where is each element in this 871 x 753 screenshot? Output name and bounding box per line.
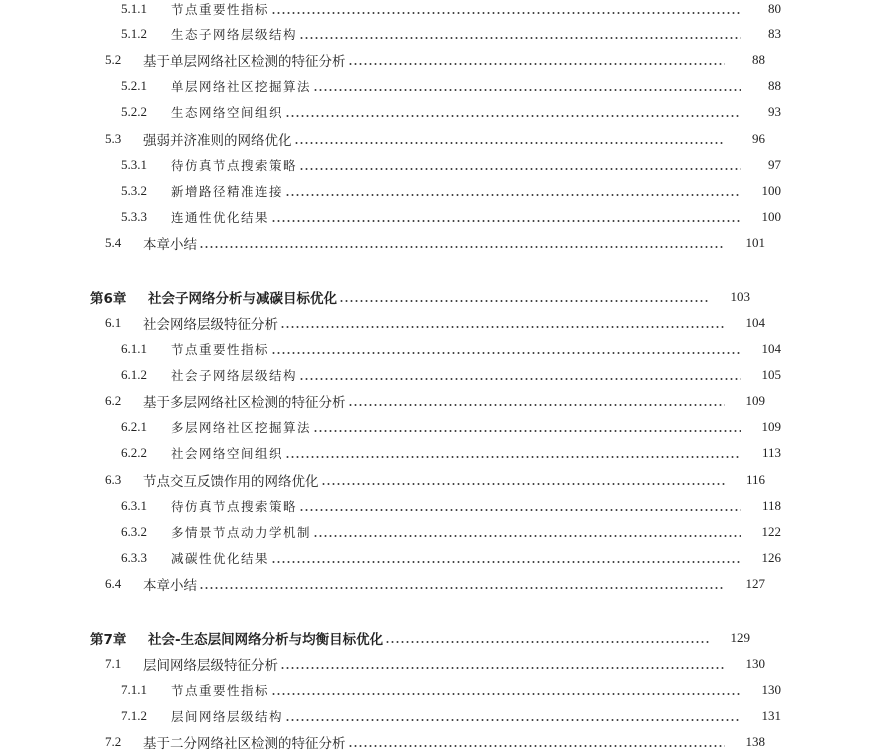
entry-title: 待仿真节点搜索策略 — [171, 158, 298, 173]
dot-leader — [348, 63, 726, 65]
entry-title: 基于多层网络社区检测的特征分析 — [143, 395, 346, 411]
page-number: 100 — [761, 183, 781, 198]
entry-title: 社会网络空间组织 — [171, 446, 284, 461]
toc-section-entry — [0, 128, 855, 150]
page-number: 103 — [730, 289, 750, 304]
page-number: 131 — [761, 708, 781, 723]
entry-title: 连通性优化结果 — [171, 210, 270, 225]
page-number: 122 — [761, 524, 781, 539]
dot-leader — [280, 667, 725, 669]
toc-subsection-entry — [0, 206, 871, 228]
entry-number: 5.1.1 — [121, 1, 147, 16]
entry-number: 6.2 — [105, 393, 122, 408]
toc-subsection-entry — [0, 154, 871, 176]
toc-section-entry — [0, 573, 855, 595]
entry-number: 7.1.2 — [121, 708, 147, 723]
entry-title: 社会子网络分析与减碳目标优化 — [148, 291, 337, 307]
toc-subsection-entry — [0, 679, 871, 701]
entry-number: 6.3 — [105, 472, 122, 487]
page-number: 127 — [745, 576, 765, 591]
toc-subsection-entry — [0, 338, 871, 360]
dot-leader — [285, 194, 741, 196]
toc-subsection-entry — [0, 547, 871, 569]
entry-title: 强弱并济准则的网络优化 — [143, 133, 292, 149]
entry-title: 新增路径精准连接 — [171, 184, 284, 199]
entry-number: 5.2.2 — [121, 104, 147, 119]
entry-number: 6.1 — [105, 315, 122, 330]
entry-number: 6.1.1 — [121, 341, 147, 356]
dot-leader — [299, 168, 741, 170]
entry-number: 7.1.1 — [121, 682, 147, 697]
entry-number: 7.1 — [105, 656, 122, 671]
dot-leader — [299, 378, 741, 380]
dot-leader — [321, 483, 726, 485]
entry-title: 节点交互反馈作用的网络优化 — [143, 474, 319, 490]
entry-number: 5.3.1 — [121, 157, 147, 172]
dot-leader — [385, 641, 710, 643]
dot-leader — [285, 115, 741, 117]
dot-leader — [348, 404, 726, 406]
toc-subsection-entry — [0, 495, 871, 517]
dot-leader — [271, 352, 741, 354]
entry-title: 本章小结 — [143, 578, 197, 594]
entry-title: 社会-生态层间网络分析与均衡目标优化 — [148, 632, 384, 648]
page-number: 113 — [761, 445, 781, 460]
page-number: 97 — [768, 157, 781, 172]
toc-subsection-entry — [0, 705, 871, 727]
entry-number: 6.4 — [105, 576, 122, 591]
dot-leader — [285, 719, 741, 721]
toc-chapter-entry — [0, 627, 840, 649]
page-number: 109 — [745, 393, 765, 408]
page-number: 116 — [745, 472, 765, 487]
toc-subsection-entry — [0, 23, 871, 45]
dot-leader — [280, 326, 725, 328]
toc-subsection-entry — [0, 0, 871, 20]
page-number: 130 — [745, 656, 765, 671]
dot-leader — [271, 12, 741, 14]
toc-section-entry — [0, 232, 855, 254]
dot-leader — [271, 693, 741, 695]
page-number: 83 — [768, 26, 781, 41]
dot-leader — [348, 745, 726, 747]
page-number: 96 — [752, 131, 765, 146]
entry-number: 5.3 — [105, 131, 122, 146]
toc-subsection-entry — [0, 364, 871, 386]
entry-title: 社会网络层级特征分析 — [143, 317, 278, 333]
entry-title: 节点重要性指标 — [171, 2, 270, 17]
entry-number: 6.3.2 — [121, 524, 147, 539]
entry-number: 7.2 — [105, 734, 122, 749]
entry-number: 第7章 — [90, 632, 127, 648]
entry-title: 多层网络社区挖掘算法 — [171, 420, 312, 435]
page-number: 109 — [761, 419, 781, 434]
entry-number: 6.1.2 — [121, 367, 147, 382]
entry-number: 6.3.1 — [121, 498, 147, 513]
page-number: 93 — [768, 104, 781, 119]
page-number: 104 — [761, 341, 781, 356]
entry-number: 第6章 — [90, 291, 127, 307]
toc-section-entry — [0, 49, 855, 71]
page-number: 101 — [745, 235, 765, 250]
entry-number: 6.2.2 — [121, 445, 147, 460]
entry-title: 基于二分网络社区检测的特征分析 — [143, 736, 346, 752]
toc-subsection-entry — [0, 416, 871, 438]
toc-subsection-entry — [0, 180, 871, 202]
entry-title: 基于单层网络社区检测的特征分析 — [143, 54, 346, 70]
dot-leader — [199, 587, 725, 589]
entry-number: 5.3.2 — [121, 183, 147, 198]
dot-leader — [313, 430, 741, 432]
toc-subsection-entry — [0, 75, 871, 97]
dot-leader — [271, 561, 741, 563]
entry-number: 5.3.3 — [121, 209, 147, 224]
page-number: 138 — [745, 734, 765, 749]
page-number: 104 — [745, 315, 765, 330]
entry-title: 单层网络社区挖掘算法 — [171, 79, 312, 94]
entry-title: 多情景节点动力学机制 — [171, 525, 312, 540]
dot-leader — [285, 456, 741, 458]
dot-leader — [199, 246, 725, 248]
entry-title: 节点重要性指标 — [171, 683, 270, 698]
entry-title: 减碳性优化结果 — [171, 551, 270, 566]
dot-leader — [299, 509, 741, 511]
toc-section-entry — [0, 390, 855, 412]
toc-chapter-entry — [0, 286, 840, 308]
page-number: 130 — [761, 682, 781, 697]
dot-leader — [339, 300, 710, 302]
entry-title: 生态网络空间组织 — [171, 105, 284, 120]
toc-subsection-entry — [0, 101, 871, 123]
entry-number: 6.2.1 — [121, 419, 147, 434]
page-number: 88 — [752, 52, 765, 67]
page-number: 88 — [768, 78, 781, 93]
entry-title: 生态子网络层级结构 — [171, 27, 298, 42]
page-number: 100 — [761, 209, 781, 224]
entry-number: 5.2 — [105, 52, 122, 67]
entry-number: 6.3.3 — [121, 550, 147, 565]
entry-number: 5.4 — [105, 235, 122, 250]
entry-title: 节点重要性指标 — [171, 342, 270, 357]
dot-leader — [294, 142, 726, 144]
entry-title: 社会子网络层级结构 — [171, 368, 298, 383]
page-number: 80 — [768, 1, 781, 16]
toc-section-entry — [0, 312, 855, 334]
toc-subsection-entry — [0, 521, 871, 543]
page-number: 129 — [730, 630, 750, 645]
toc-section-entry — [0, 469, 855, 491]
entry-title: 层间网络层级结构 — [171, 709, 284, 724]
dot-leader — [313, 89, 741, 91]
toc-section-entry — [0, 731, 855, 753]
dot-leader — [299, 37, 741, 39]
entry-title: 层间网络层级特征分析 — [143, 658, 278, 674]
entry-title: 本章小结 — [143, 237, 197, 253]
toc-section-entry — [0, 653, 855, 675]
entry-number: 5.2.1 — [121, 78, 147, 93]
entry-title: 待仿真节点搜索策略 — [171, 499, 298, 514]
dot-leader — [271, 220, 741, 222]
toc-subsection-entry — [0, 442, 871, 464]
page-number: 118 — [761, 498, 781, 513]
entry-number: 5.1.2 — [121, 26, 147, 41]
page-number: 126 — [761, 550, 781, 565]
page-number: 105 — [761, 367, 781, 382]
dot-leader — [313, 535, 741, 537]
